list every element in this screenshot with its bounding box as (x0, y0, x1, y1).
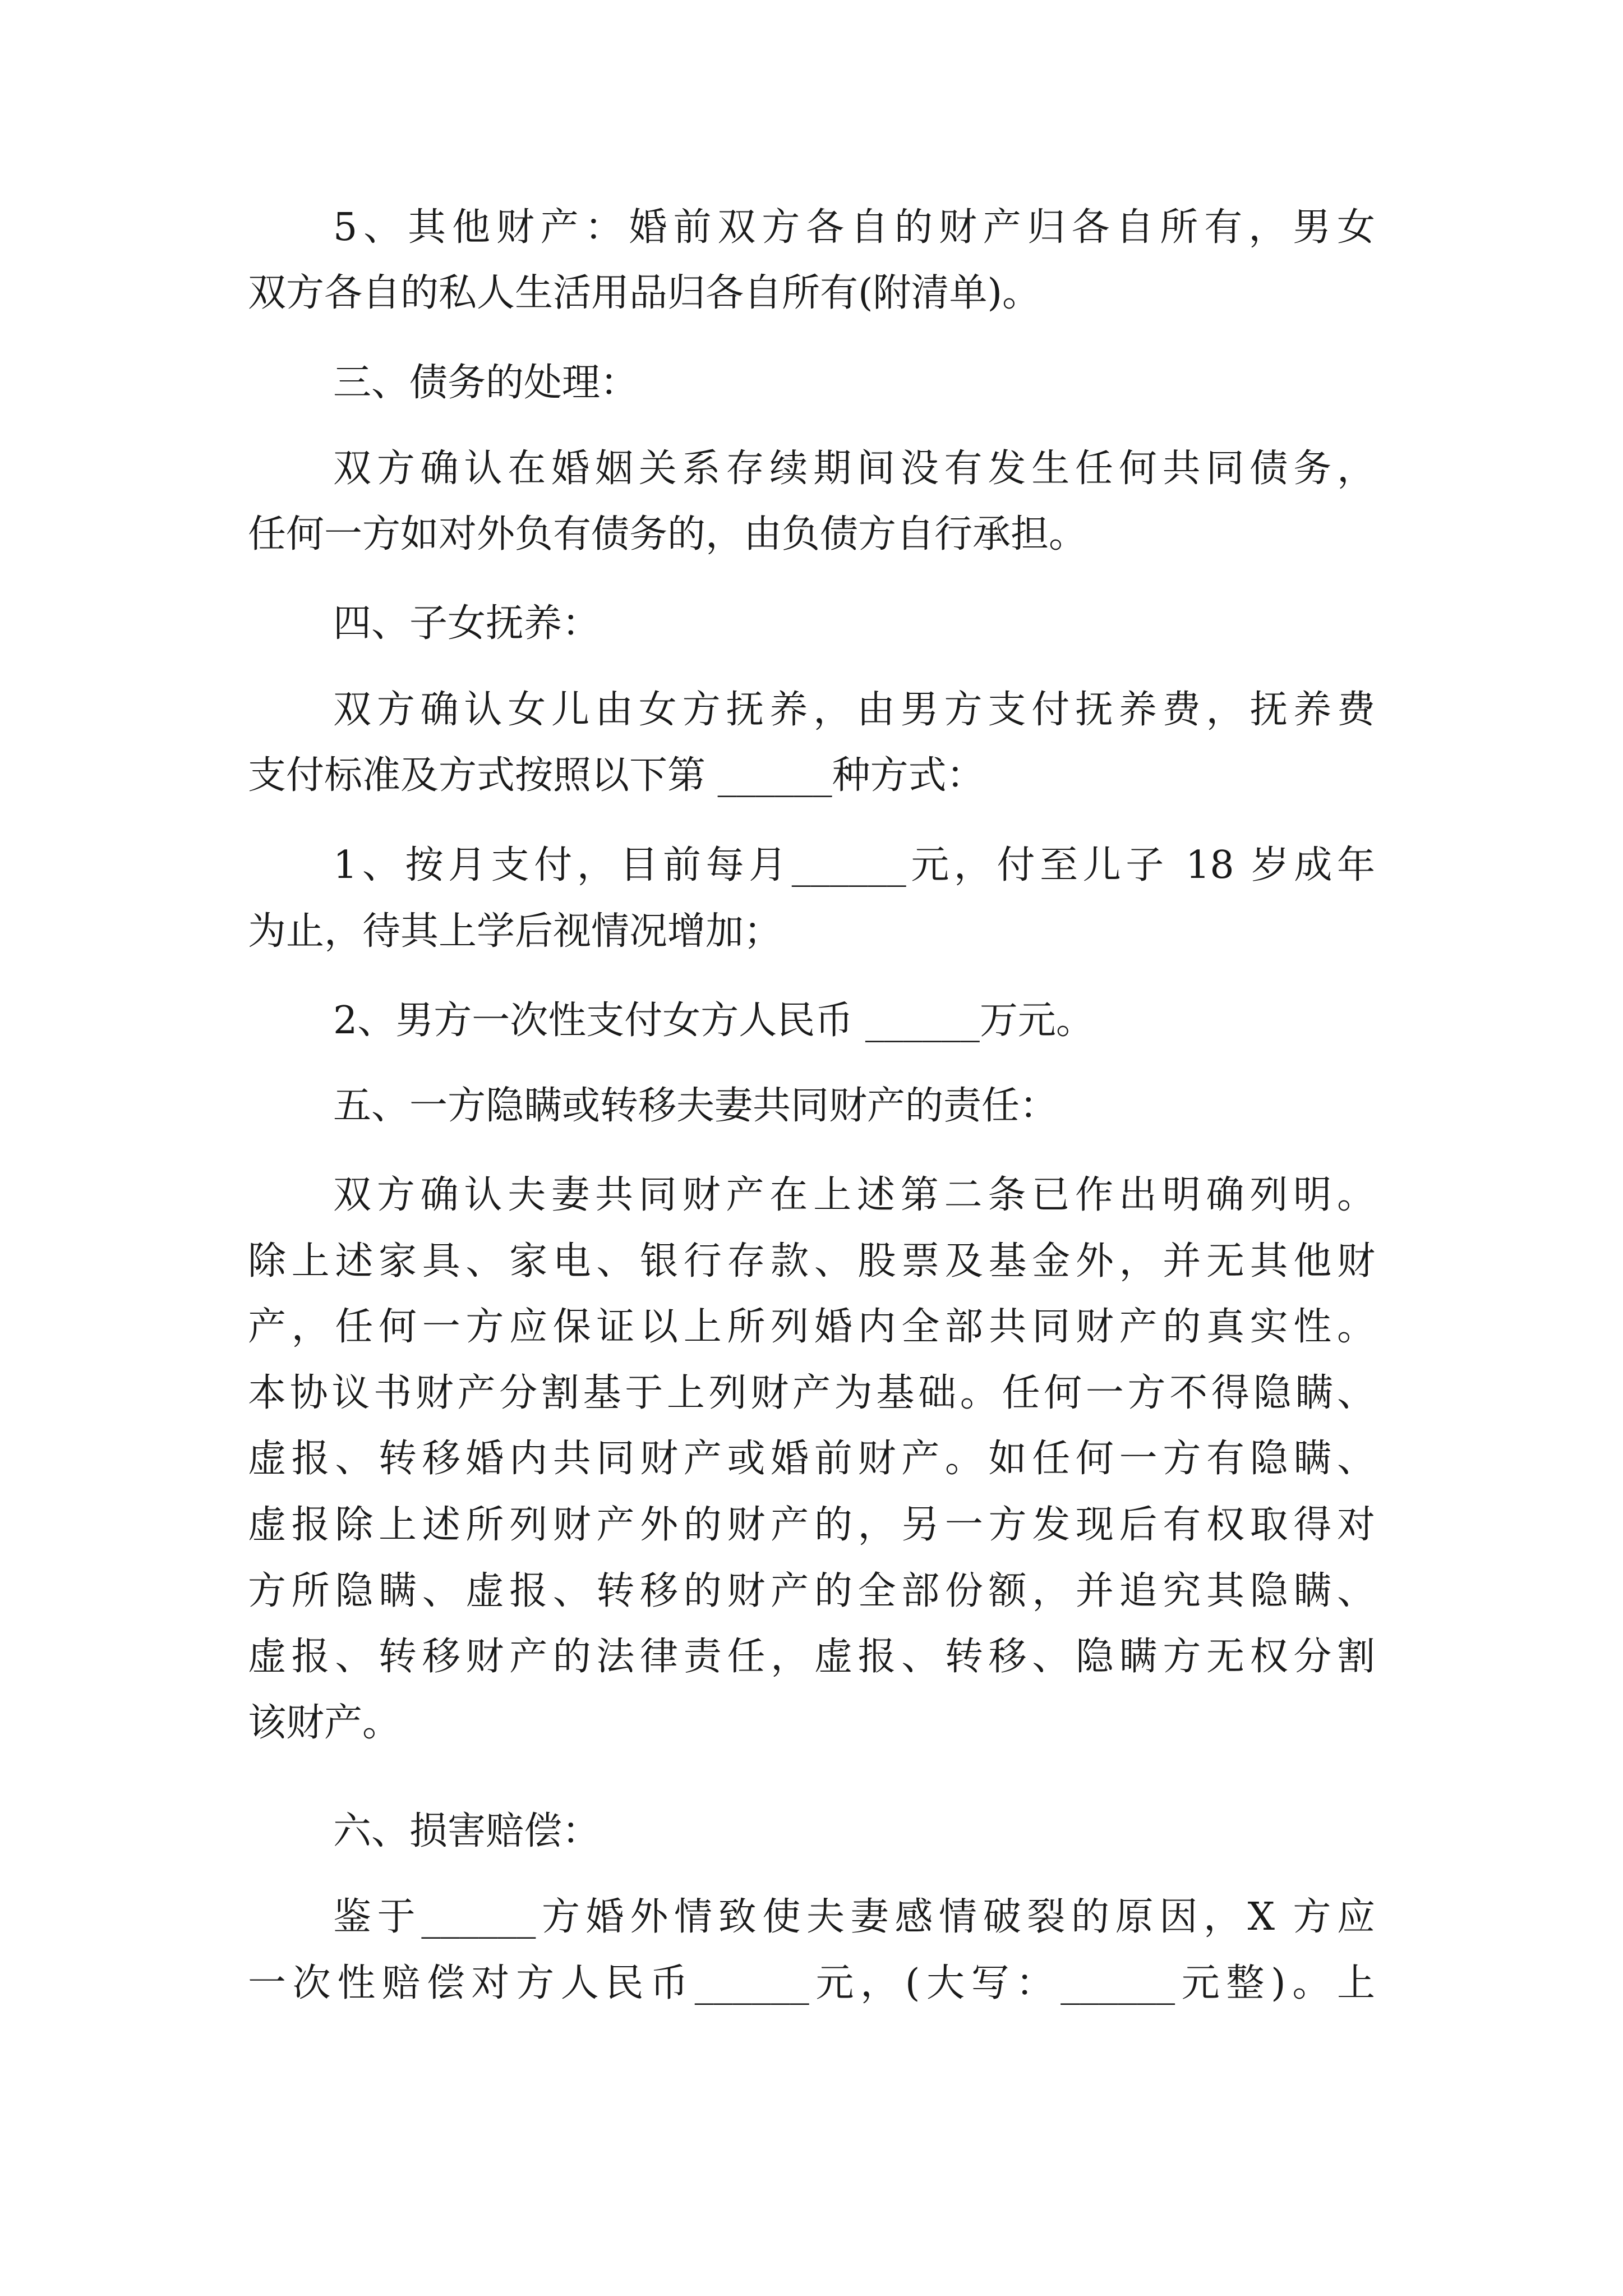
paragraph-concealment-line-1: 双方确认夫妻共同财产在上述第二条已作出明确列明。 (333, 1173, 1375, 1217)
heading-damages: 六、损害赔偿： (333, 1809, 601, 1853)
paragraph-concealment-line-7: 方所隐瞒、虚报、转移的财产的全部份额，并追究其隐瞒、 (248, 1569, 1375, 1613)
paragraph-child-support-line-2: 支付标准及方式按照以下第 ______种方式： (248, 753, 985, 798)
paragraph-debt-line-1: 双方确认在婚姻关系存续期间没有发生任何共同债务， (333, 447, 1375, 491)
paragraph-lump-sum: 2、男方一次性支付女方人民币 ______万元。 (333, 999, 1094, 1043)
heading-debt-handling: 三、债务的处理： (333, 361, 639, 405)
paragraph-other-property-line-2: 双方各自的私人生活用品归各自所有(附清单)。 (248, 271, 1041, 315)
paragraph-concealment-line-5: 虚报、转移婚内共同财产或婚前财产。如任何一方有隐瞒、 (248, 1437, 1375, 1481)
paragraph-monthly-payment-line-1: 1、按月支付，目前每月______元，付至儿子 18 岁成年 (333, 843, 1375, 887)
paragraph-damages-line-1: 鉴于______方婚外情致使夫妻感情破裂的原因，X 方应 (333, 1895, 1375, 1939)
paragraph-concealment-line-9: 该财产。 (248, 1701, 401, 1745)
paragraph-concealment-line-6: 虚报除上述所列财产外的财产的，另一方发现后有权取得对 (248, 1503, 1375, 1547)
paragraph-concealment-line-3: 产，任何一方应保证以上所列婚内全部共同财产的真实性。 (248, 1305, 1375, 1349)
paragraph-monthly-payment-line-2: 为止，待其上学后视情况增加； (248, 909, 782, 954)
paragraph-concealment-line-8: 虚报、转移财产的法律责任，虚报、转移、隐瞒方无权分割 (248, 1635, 1375, 1679)
paragraph-concealment-line-4: 本协议书财产分割基于上列财产为基础。任何一方不得隐瞒、 (248, 1371, 1375, 1415)
paragraph-damages-line-2: 一次性赔偿对方人民币______元，(大写：______元整)。上 (248, 1961, 1375, 2005)
heading-concealment-liability: 五、一方隐瞒或转移夫妻共同财产的责任： (333, 1084, 1058, 1128)
heading-child-support: 四、子女抚养： (333, 601, 601, 646)
paragraph-child-support-line-1: 双方确认女儿由女方抚养，由男方支付抚养费，抚养费 (333, 688, 1375, 732)
paragraph-debt-line-2: 任何一方如对外负有债务的，由负债方自行承担。 (248, 512, 1087, 556)
paragraph-concealment-line-2: 除上述家具、家电、银行存款、股票及基金外，并无其他财 (248, 1239, 1375, 1283)
paragraph-other-property-line-1: 5、其他财产：婚前双方各自的财产归各自所有，男女 (333, 205, 1375, 250)
